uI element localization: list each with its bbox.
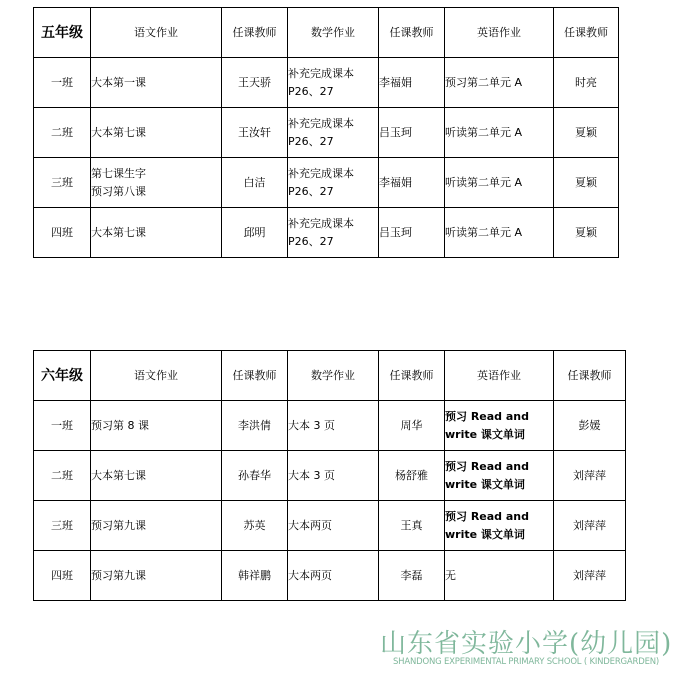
chinese-teacher: 苏英 — [222, 501, 288, 551]
math-homework — [288, 451, 379, 501]
homework-line: write 课文单词 — [445, 527, 525, 541]
math-teacher: 吕玉珂 — [379, 208, 445, 258]
grade5-homework-table — [33, 7, 619, 258]
homework-line: 预习第九课 — [91, 518, 146, 532]
table-row — [34, 551, 626, 601]
math-teacher: 杨舒雅 — [379, 451, 445, 501]
chinese-teacher: 韩祥鹏 — [222, 551, 288, 601]
chinese-teacher: 邱明 — [222, 208, 288, 258]
homework-line: 预习第 8 课 — [91, 418, 149, 432]
english-homework — [445, 551, 554, 601]
math-teacher: 李福娟 — [379, 158, 445, 208]
homework-line: 预习第二单元 A — [445, 75, 523, 89]
table-row — [34, 158, 619, 208]
chinese-teacher: 王汝轩 — [222, 108, 288, 158]
english-homework — [445, 501, 554, 551]
math-teacher: 李福娟 — [379, 58, 445, 108]
column-header-math: 数学作业 — [288, 8, 379, 58]
column-header-chinese: 语文作业 — [91, 8, 222, 58]
english-homework — [445, 208, 554, 258]
column-header-english: 英语作业 — [445, 351, 554, 401]
english-teacher: 刘萍萍 — [554, 551, 626, 601]
homework-line: 听读第二单元 A — [445, 125, 523, 139]
math-teacher: 周华 — [379, 401, 445, 451]
english-teacher: 刘萍萍 — [554, 451, 626, 501]
class-name: 二班 — [34, 451, 91, 501]
table-row — [34, 208, 619, 258]
math-homework — [288, 108, 379, 158]
column-header-teacher: 任课教师 — [554, 351, 626, 401]
english-teacher: 彭媛 — [554, 401, 626, 451]
homework-line: 大本第七课 — [91, 225, 146, 239]
table-row — [34, 58, 619, 108]
column-header-teacher: 任课教师 — [554, 8, 619, 58]
class-name: 四班 — [34, 551, 91, 601]
homework-line: 大本第七课 — [91, 468, 146, 482]
english-homework — [445, 58, 554, 108]
homework-line: P26、27 — [288, 184, 334, 198]
homework-line: 听读第二单元 A — [445, 175, 523, 189]
homework-line: 大本两页 — [288, 568, 332, 582]
homework-line: 大本 3 页 — [288, 418, 335, 432]
chinese-homework — [91, 208, 222, 258]
math-homework — [288, 58, 379, 108]
homework-line: write 课文单词 — [445, 477, 525, 491]
english-teacher: 时亮 — [554, 58, 619, 108]
column-header-teacher: 任课教师 — [222, 351, 288, 401]
homework-line: 预习第八课 — [91, 184, 146, 198]
homework-line: 预习 Read and — [445, 409, 530, 423]
grade6-homework-table — [33, 350, 626, 601]
homework-line: 大本第一课 — [91, 75, 146, 89]
math-teacher: 吕玉珂 — [379, 108, 445, 158]
homework-line: 大本两页 — [288, 518, 332, 532]
chinese-homework — [91, 451, 222, 501]
school-name-english: SHANDONG EXPERIMENTAL PRIMARY SCHOOL ( KINDERGARDEN) — [392, 657, 660, 667]
chinese-homework — [91, 551, 222, 601]
chinese-homework — [91, 401, 222, 451]
class-name: 二班 — [34, 108, 91, 158]
class-name: 一班 — [34, 58, 91, 108]
english-homework — [445, 401, 554, 451]
chinese-teacher: 孙春华 — [222, 451, 288, 501]
chinese-homework — [91, 58, 222, 108]
english-teacher: 夏颖 — [554, 108, 619, 158]
class-name: 三班 — [34, 158, 91, 208]
class-name: 四班 — [34, 208, 91, 258]
homework-line: 补充完成课本 — [288, 216, 354, 230]
chinese-homework — [91, 501, 222, 551]
grade-label: 五年级 — [34, 8, 91, 58]
chinese-homework — [91, 158, 222, 208]
column-header-teacher: 任课教师 — [379, 351, 445, 401]
school-name-chinese: 山东省实验小学(幼儿园) — [380, 629, 673, 659]
english-teacher: 夏颖 — [554, 208, 619, 258]
column-header-chinese: 语文作业 — [91, 351, 222, 401]
column-header-teacher: 任课教师 — [379, 8, 445, 58]
class-name: 一班 — [34, 401, 91, 451]
english-homework — [445, 451, 554, 501]
math-homework — [288, 551, 379, 601]
column-header-math: 数学作业 — [288, 351, 379, 401]
english-homework — [445, 108, 554, 158]
homework-line: 听读第二单元 A — [445, 225, 523, 239]
column-header-english: 英语作业 — [445, 8, 554, 58]
table-row — [34, 401, 626, 451]
math-homework — [288, 501, 379, 551]
chinese-homework — [91, 108, 222, 158]
chinese-teacher: 王天骄 — [222, 58, 288, 108]
table-header-row — [34, 351, 626, 401]
grade-label: 六年级 — [34, 351, 91, 401]
math-teacher: 王真 — [379, 501, 445, 551]
homework-line: 大本 3 页 — [288, 468, 335, 482]
homework-line: 补充完成课本 — [288, 166, 354, 180]
column-header-teacher: 任课教师 — [222, 8, 288, 58]
table-row — [34, 501, 626, 551]
english-teacher: 夏颖 — [554, 158, 619, 208]
table-row — [34, 108, 619, 158]
school-logo-watermark — [380, 623, 672, 673]
homework-line: P26、27 — [288, 234, 334, 248]
homework-line: 预习 Read and — [445, 459, 530, 473]
homework-line: 预习第九课 — [91, 568, 146, 582]
english-homework — [445, 158, 554, 208]
homework-line: 第七课生字 — [91, 166, 146, 180]
class-name: 三班 — [34, 501, 91, 551]
math-homework — [288, 208, 379, 258]
table-row — [34, 451, 626, 501]
chinese-teacher: 李洪倩 — [222, 401, 288, 451]
chinese-teacher: 白洁 — [222, 158, 288, 208]
homework-line: 无 — [445, 568, 456, 582]
homework-line: write 课文单词 — [445, 427, 525, 441]
math-homework — [288, 158, 379, 208]
homework-line: 补充完成课本 — [288, 66, 354, 80]
english-teacher: 刘萍萍 — [554, 501, 626, 551]
math-homework — [288, 401, 379, 451]
table-header-row — [34, 8, 619, 58]
math-teacher: 李磊 — [379, 551, 445, 601]
homework-line: P26、27 — [288, 84, 334, 98]
homework-line: 大本第七课 — [91, 125, 146, 139]
homework-line: 预习 Read and — [445, 509, 530, 523]
homework-line: 补充完成课本 — [288, 116, 354, 130]
homework-line: P26、27 — [288, 134, 334, 148]
